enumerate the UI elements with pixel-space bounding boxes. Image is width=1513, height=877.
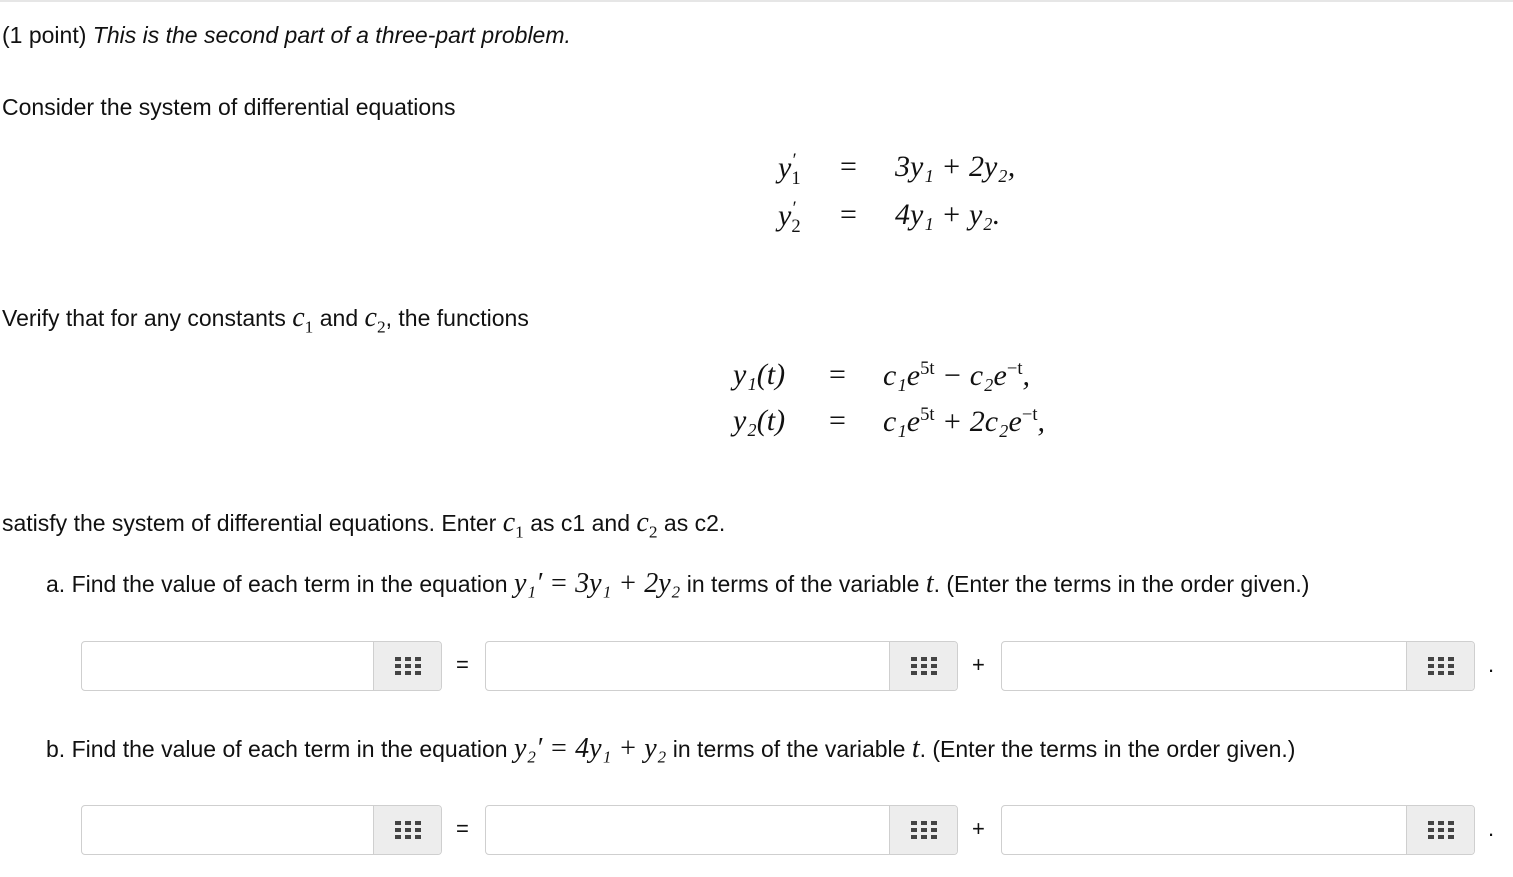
c1-symbol: $c_1$ [502, 507, 524, 542]
answer-a1 [81, 641, 442, 691]
answer-a2-input[interactable] [486, 642, 889, 690]
eq2-rel: = [840, 198, 857, 231]
answer-b1 [81, 805, 442, 855]
eq2-lhs: $y_2'$ [778, 198, 801, 237]
period-a: . [1488, 652, 1495, 677]
point-label: (1 point) [2, 22, 87, 48]
eq1-lhs: $y_1'$ [778, 150, 801, 189]
satisfy-text: satisfy the system of differential equations. Enter $c_1$ as c1 and $c_2$ as c2. [2, 507, 726, 542]
grid-icon [1428, 821, 1454, 839]
consider-text: Consider the system of differential equations [2, 94, 456, 120]
grid-icon [395, 821, 421, 839]
answer-a1-input[interactable] [82, 642, 373, 690]
answer-b2 [485, 805, 958, 855]
part-note: This is the second part of a three-part problem. [92, 22, 571, 48]
answer-b3-input[interactable] [1002, 806, 1406, 854]
eq1-rhs: 3y₁ + 2y₂, [895, 150, 1016, 183]
f1-lhs: y₁(t) [733, 358, 786, 391]
intro-line [2, 22, 571, 49]
part-a-variable: t [925, 568, 934, 599]
c2-symbol: $c_2$ [364, 302, 386, 337]
grid-icon [395, 657, 421, 675]
answer-a3-input[interactable] [1002, 642, 1406, 690]
top-divider [0, 0, 1513, 2]
equation-system [770, 150, 1070, 245]
part-a-equation: y₁′ = 3y₁ + 2y₂ [513, 568, 681, 599]
answer-a2 [485, 641, 958, 691]
f1-rhs: $c_1e^{5t} - c_2e^{-t}$, [883, 358, 1030, 392]
f2-rhs: $c_1e^{5t} + 2c_2e^{-t}$, [883, 404, 1045, 438]
f1-rel: = [829, 358, 846, 391]
palette-button-b2[interactable] [889, 806, 957, 854]
f2-rel: = [829, 404, 846, 437]
palette-button-a1[interactable] [373, 642, 441, 690]
answer-b1-input[interactable] [82, 806, 373, 854]
part-a-prompt: a. Find the value of each term in the equation y₁′ = 3y₁ + 2y₂ in terms of the variable t. (Enter the terms in the order given.) [46, 568, 1310, 599]
equals-sign-a: = [456, 652, 469, 677]
part-b-variable: t [911, 733, 920, 764]
part-b-equation: y₂′ = 4y₁ + y₂ [513, 733, 667, 764]
grid-icon [911, 821, 937, 839]
plus-sign-a: + [972, 652, 985, 677]
c1-symbol: $c_1$ [292, 302, 314, 337]
palette-button-b3[interactable] [1406, 806, 1474, 854]
answer-a3 [1001, 641, 1475, 691]
part-b-prompt: b. Find the value of each term in the equation y₂′ = 4y₁ + y₂ in terms of the variable t. (Enter the terms in the order given.) [46, 733, 1296, 764]
palette-button-a3[interactable] [1406, 642, 1474, 690]
function-system [733, 358, 1093, 453]
f2-lhs: y₂(t) [733, 404, 786, 437]
period-b: . [1488, 816, 1495, 841]
eq1-rel: = [840, 150, 857, 183]
grid-icon [911, 657, 937, 675]
c2-symbol: $c_2$ [636, 507, 658, 542]
plus-sign-b: + [972, 816, 985, 841]
palette-button-a2[interactable] [889, 642, 957, 690]
answer-b3 [1001, 805, 1475, 855]
eq2-rhs: 4y₁ + y₂. [895, 198, 1001, 231]
grid-icon [1428, 657, 1454, 675]
answer-b2-input[interactable] [486, 806, 889, 854]
palette-button-b1[interactable] [373, 806, 441, 854]
verify-text: Verify that for any constants $c_1$ and $c_2$, the functions [2, 302, 529, 337]
equals-sign-b: = [456, 816, 469, 841]
